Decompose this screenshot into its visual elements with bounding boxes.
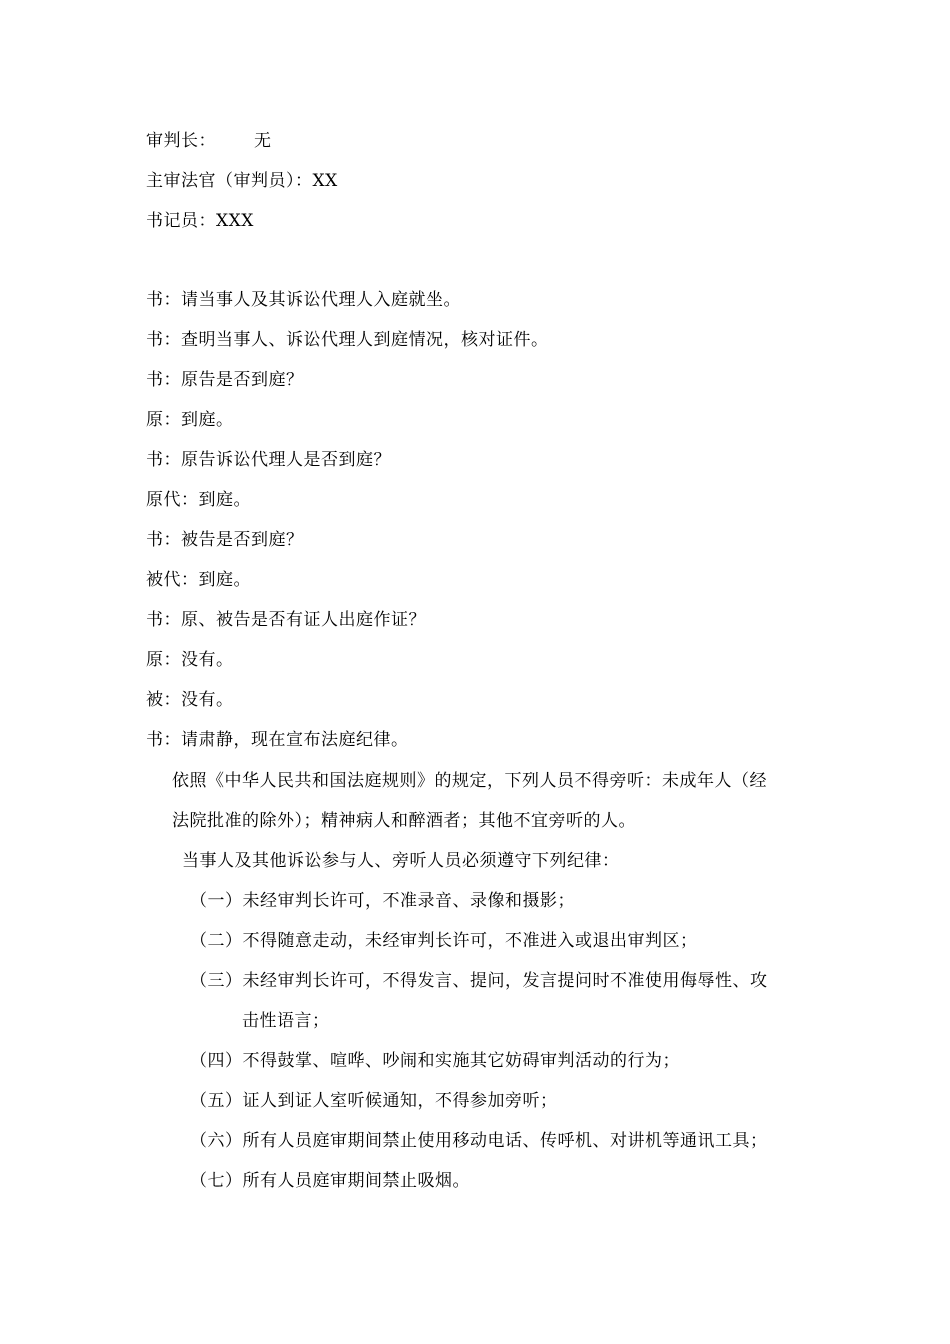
transcript-line: 原：没有。: [146, 650, 234, 670]
rule-item: （七）所有人员庭审期间禁止吸烟。: [190, 1171, 470, 1191]
rule-item: （四）不得鼓掌、喧哗、吵闹和实施其它妨碍审判活动的行为；: [190, 1051, 680, 1071]
transcript-line: 被：没有。: [146, 690, 234, 710]
clerk-line: 书记员：XXX: [146, 211, 254, 231]
presiding-judge-label: 审判长：: [146, 131, 216, 151]
transcript-line: 书：查明当事人、诉讼代理人到庭情况，核对证件。: [146, 330, 549, 350]
presiding-judge-line: [146, 131, 272, 151]
rules-intro-line: 法院批准的除外）；精神病人和醉酒者；其他不宜旁听的人。: [172, 811, 636, 831]
transcript-line: 书：原告诉讼代理人是否到庭？: [146, 450, 391, 470]
transcript-line: 书：原告是否到庭？: [146, 370, 304, 390]
rule-item: （六）所有人员庭审期间禁止使用移动电话、传呼机、对讲机等通讯工具；: [190, 1131, 768, 1151]
transcript-line: 原：到庭。: [146, 410, 234, 430]
presiding-judge-value: 无: [254, 131, 272, 151]
rule-item-continuation: 击性语言；: [242, 1011, 330, 1031]
rule-item: （一）未经审判长许可，不准录音、录像和摄影；: [190, 891, 575, 911]
transcript-line: 书：请肃静，现在宣布法庭纪律。: [146, 730, 409, 750]
discipline-intro: 当事人及其他诉讼参与人、旁听人员必须遵守下列纪律：: [182, 851, 620, 871]
transcript-line: 原代：到庭。: [146, 490, 251, 510]
transcript-line: 书：原、被告是否有证人出庭作证？: [146, 610, 426, 630]
transcript-line: 书：请当事人及其诉讼代理人入庭就坐。: [146, 290, 461, 310]
rules-intro-line: 依照《中华人民共和国法庭规则》的规定，下列人员不得旁听：未成年人（经: [172, 771, 767, 791]
rule-item: （五）证人到证人室听候通知，不得参加旁听；: [190, 1091, 558, 1111]
chief-judge-line: 主审法官（审判员）：XX: [146, 171, 338, 191]
rule-item: （三）未经审判长许可，不得发言、提问，发言提问时不准使用侮辱性、攻: [190, 971, 768, 991]
transcript-line: 被代：到庭。: [146, 570, 251, 590]
transcript-line: 书：被告是否到庭？: [146, 530, 304, 550]
rule-item: （二）不得随意走动，未经审判长许可，不准进入或退出审判区；: [190, 931, 698, 951]
